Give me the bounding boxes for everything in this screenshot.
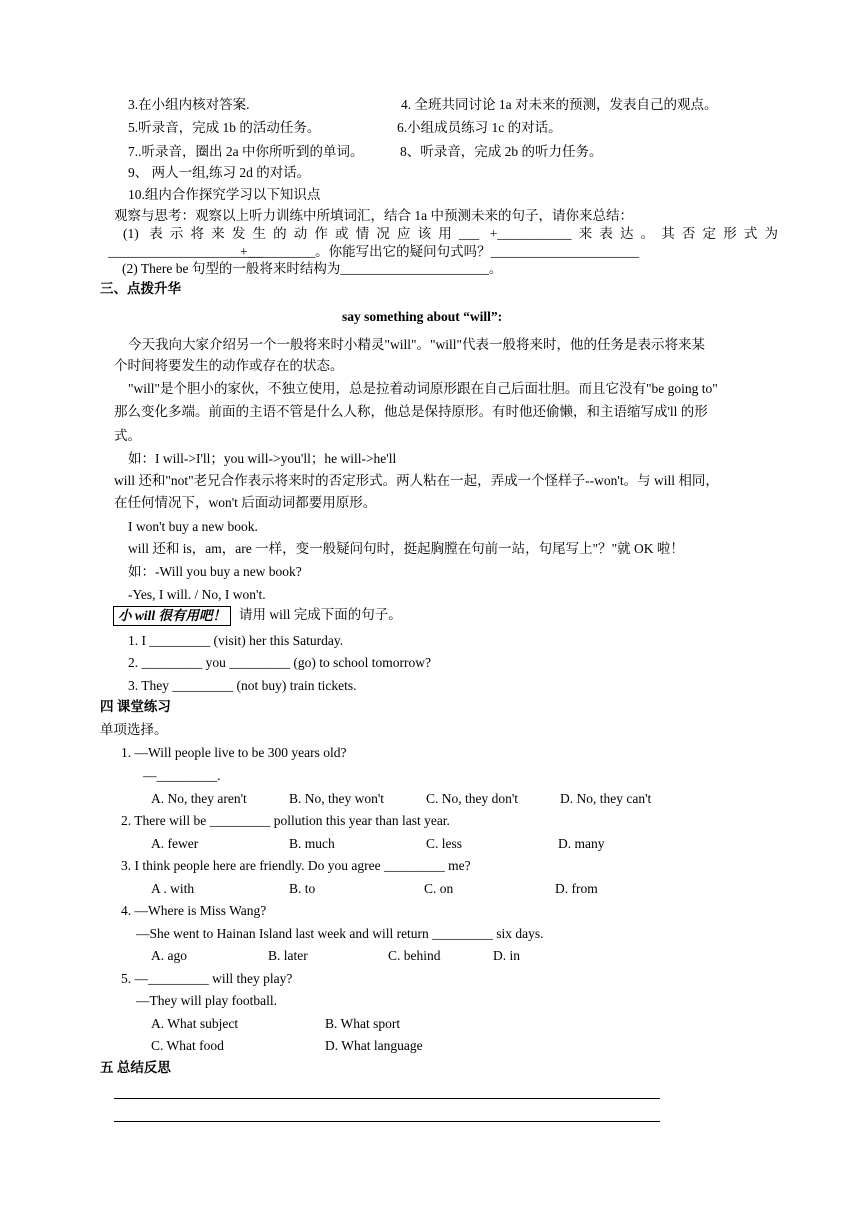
q3-option-b: B. to (289, 881, 316, 896)
q5-option-a: A. What subject (151, 1016, 239, 1031)
q2-option-c: C. less (426, 836, 463, 851)
observe-q1-line1-right: _______________________ (108, 244, 264, 259)
q2-option-b: B. much (289, 836, 335, 851)
para-3-line-2: 在任何情况下，won't 后面动词都要用原形。 (114, 495, 377, 510)
example-negative: I won't buy a new book. (128, 519, 258, 534)
para-2-line-2: 那么变化多端。前面的主语不管是什么人称，他总是保持原形。有时他还偷懒，和主语缩写成'll 的形 (114, 404, 708, 419)
section-4-sub: 单项选择。 (100, 722, 168, 737)
section-3-subtitle: say something about “will”: (342, 309, 503, 324)
step-10: 10.组内合作探究学习以下知识点 (128, 187, 321, 202)
q5-option-d: D. What language (325, 1038, 423, 1053)
example-answer: -Yes, I will. / No, I won't. (128, 587, 266, 602)
example-question: 如：-Will you buy a new book? (128, 564, 302, 579)
reflection-line-1[interactable] (114, 1098, 660, 1099)
question-4: 4. —Where is Miss Wang? (121, 903, 267, 918)
example-contractions: 如：I will->I'll；you will->you'll；he will->he'll (128, 451, 397, 466)
q1-option-b: B. No, they won't (289, 791, 385, 806)
para-3-line-1: will 还和"not"老兄合作表示将来时的否定形式。两人粘在一起，弄成一个怪样子--won't。与 will 相同， (114, 473, 719, 488)
fill-item-2: 2. _________ you _________ (go) to school tomorrow? (128, 655, 431, 670)
section-3-heading: 三、点拨升华 (100, 281, 181, 296)
q5-option-b: B. What sport (325, 1016, 401, 1031)
section-5-heading: 五 总结反思 (100, 1060, 171, 1075)
q2-option-a: A. fewer (151, 836, 199, 851)
q4-option-a: A. ago (151, 948, 187, 963)
reflection-line-2[interactable] (114, 1121, 660, 1122)
observe-intro: 观察与思考：观察以上听力训练中所填词汇，结合 1a 中预测未来的句子，请你来总结： (114, 208, 633, 223)
fill-task-instruction: 请用 will 完成下面的句子。 (239, 607, 402, 622)
step-5: 5.听录音，完成 1b 的活动任务。 (128, 120, 321, 135)
para-4: will 还和 is，am，are 一样，变一般疑问句时，挺起胸膛在句前一站，句尾写上"？"就 OK 啦！ (128, 541, 684, 556)
step-9: 9、 两人一组,练习 2d 的对话。 (128, 165, 311, 180)
para-2-line-1: "will"是个胆小的家伙，不独立使用，总是拉着动词原形跟在自己后面壮胆。而且它没有"be going to" (128, 381, 718, 396)
para-2-line-3: 式。 (114, 428, 141, 443)
observe-q1-line1: (1) 表示将来发生的动作或情况应该用___ +___________来表达。其否定形式为 (123, 226, 778, 241)
section-4-heading: 四 课堂练习 (100, 699, 171, 714)
q3-option-d: D. from (555, 881, 598, 896)
q5-option-c: C. What food (151, 1038, 224, 1053)
question-4-reply: —She went to Hainan Island last week and will return _________ six days. (136, 926, 544, 941)
fill-item-3: 3. They _________ (not buy) train tickets. (128, 678, 357, 693)
q1-option-c: C. No, they don't (426, 791, 519, 806)
q4-option-c: C. behind (388, 948, 441, 963)
q3-option-a: A . with (151, 881, 195, 896)
fill-item-1: 1. I _________ (visit) her this Saturday. (128, 633, 344, 648)
step-3: 3.在小组内核对答案. (128, 97, 250, 112)
question-1-answer-blank: —_________. (143, 768, 221, 783)
question-5: 5. —_________ will they play? (121, 971, 293, 986)
question-3: 3. I think people here are friendly. Do you agree _________ me? (121, 858, 471, 873)
step-7: 7..听录音，圈出 2a 中你所听到的单词。 (128, 144, 364, 159)
q4-option-d: D. in (493, 948, 520, 963)
para-1-line-2: 个时间将要发生的动作或存在的状态。 (114, 358, 344, 373)
question-2: 2. There will be _________ pollution this year than last year. (121, 813, 450, 828)
q1-option-a: A. No, they aren't (151, 791, 247, 806)
observe-q2: (2) There be 句型的一般将来时结构为______________________。 (122, 261, 503, 276)
step-4: 4. 全班共同讨论 1a 对未来的预测，发表自己的观点。 (401, 97, 718, 112)
para-1-line-1: 今天我向大家介绍另一个一般将来时小精灵"will"。"will"代表一般将来时，他的任务是表示将来某 (128, 337, 706, 352)
q4-option-b: B. later (268, 948, 308, 963)
step-6: 6.小组成员练习 1c 的对话。 (397, 120, 562, 135)
q3-option-c: C. on (424, 881, 454, 896)
will-useful-label-box: 小 will 很有用吧！ (113, 606, 231, 626)
q1-option-d: D. No, they can't (560, 791, 652, 806)
observe-q1-line2: +__________。你能写出它的疑问句式吗？______________________ (240, 244, 640, 259)
question-5-reply: —They will play football. (136, 993, 277, 1008)
step-8: 8、听录音，完成 2b 的听力任务。 (400, 144, 603, 159)
question-1: 1. —Will people live to be 300 years old? (121, 745, 347, 760)
q2-option-d: D. many (558, 836, 605, 851)
